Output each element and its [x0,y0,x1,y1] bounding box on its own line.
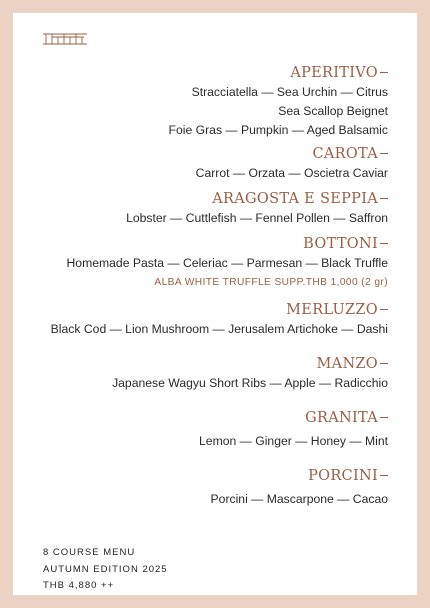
course-title: BOTTONI [13,235,388,254]
course-description: Japanese Wagyu Short Ribs — Apple — Radicchio [112,376,388,390]
menu-price: THB 4,880 ++ [43,580,115,591]
menu-edition: AUTUMN EDITION 2025 [43,563,168,575]
course-description: Porcini — Mascarpone — Cacao [210,492,388,506]
title-dash [380,309,388,310]
course-title: GRANITA [13,409,388,428]
course-title: MERLUZZO [13,301,388,320]
title-dash [380,198,388,199]
course-description: Lobster — Cuttlefish — Fennel Pollen — Saffron [126,211,388,225]
course-bottoni [13,235,388,292]
course-granita [13,409,388,450]
course-list [13,64,388,508]
course-porcini [13,467,388,508]
course-aragosta-e-seppia [13,190,388,227]
course-description: Sea Scallop Beignet [278,104,388,118]
course-title: CAROTA [13,145,388,164]
course-carota [13,145,388,182]
course-description: Black Cod — Lion Mushroom — Jerusalem Artichoke — Dashi [50,322,388,336]
course-aperitivo [13,64,388,139]
course-description: Homemade Pasta — Celeriac — Parmesan — Black Truffle [66,256,388,270]
course-title: ARAGOSTA E SEPPIA [13,190,388,209]
restaurant-logo [43,33,87,45]
course-merluzzo [13,301,388,338]
title-dash [380,72,388,73]
menu-card [13,13,417,595]
title-dash [380,475,388,476]
course-count: 8 COURSE MENU [43,547,136,558]
menu-footer [43,545,168,595]
course-description: Foie Gras — Pumpkin — Aged Balsamic [168,123,388,137]
course-description: Carrot — Orzata — Oscietra Caviar [195,166,388,180]
course-description: Lemon — Ginger — Honey — Mint [199,434,388,448]
title-dash [380,153,388,154]
course-description: Stracciatella — Sea Urchin — Citrus [191,85,388,99]
title-dash [380,363,388,364]
course-title: APERITIVO [13,64,388,83]
course-title: MANZO [13,355,388,374]
title-dash [380,243,388,244]
truffle-supplement: ALBA WHITE TRUFFLE SUPP.THB 1,000 (2 gr) [154,277,388,288]
course-manzo [13,355,388,392]
title-dash [380,417,388,418]
course-title: PORCINI [13,467,388,486]
